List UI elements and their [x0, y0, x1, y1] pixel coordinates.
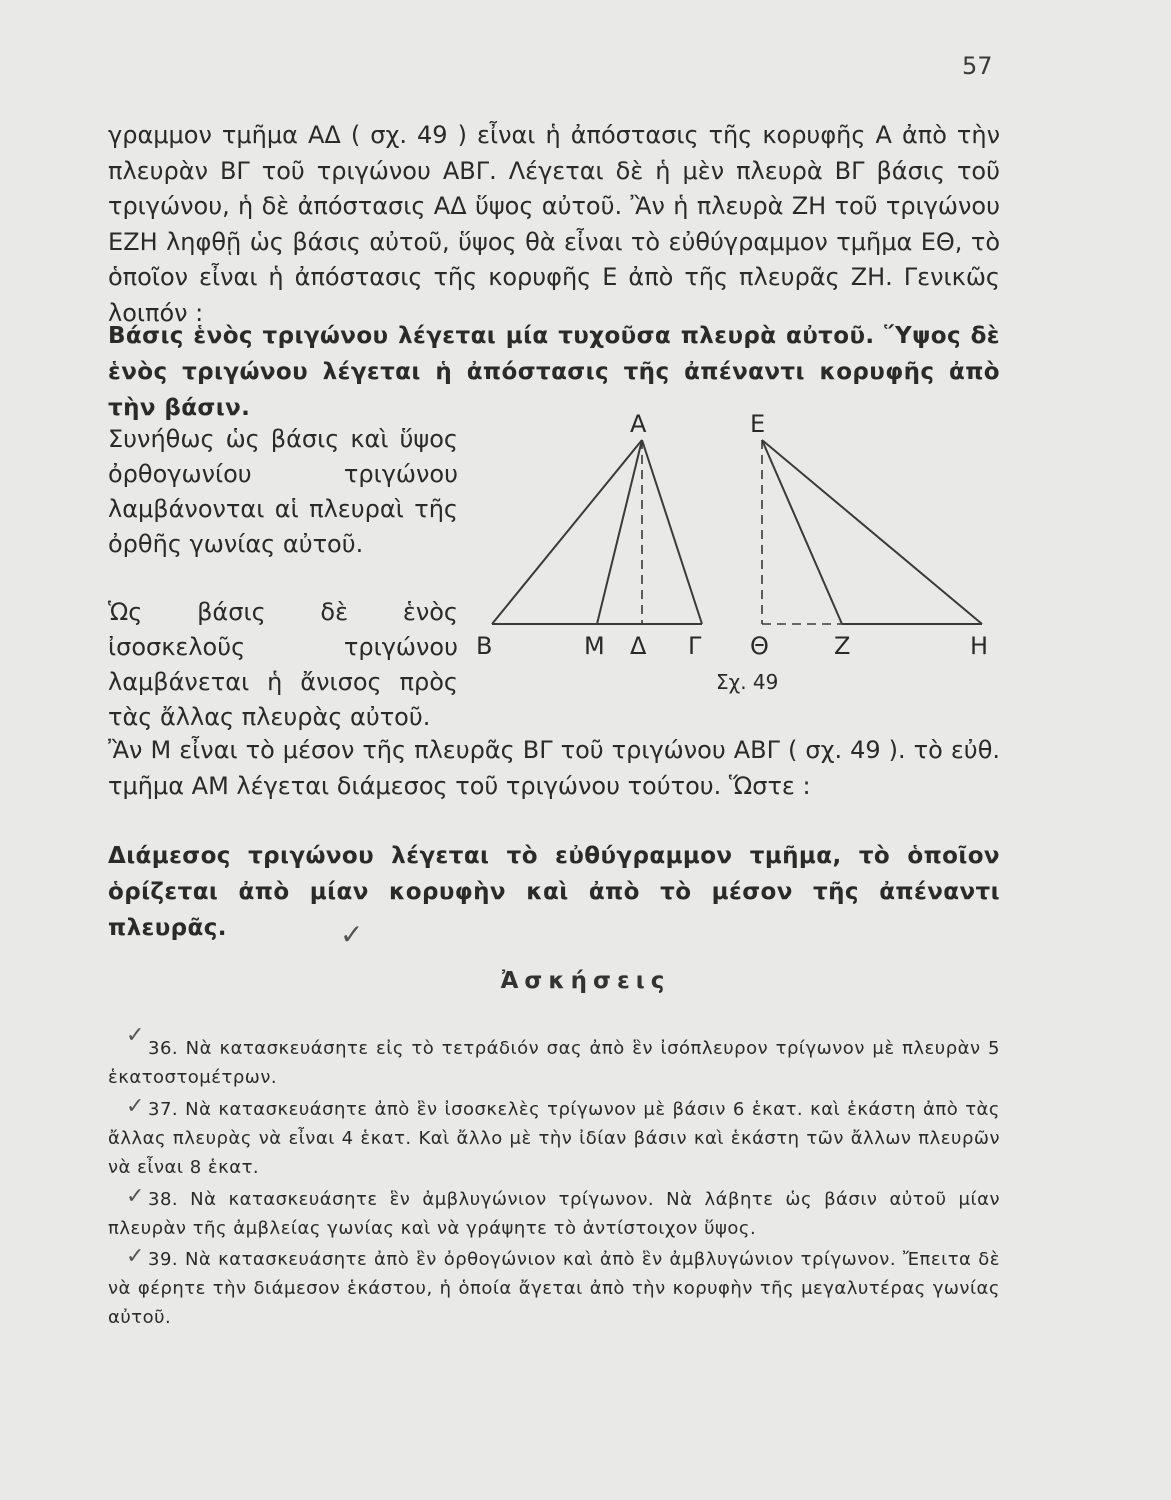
figure-caption: Σχ. 49 — [716, 670, 779, 694]
check-mark-icon: ✓ — [126, 1184, 145, 1209]
check-mark-icon: ✓ — [340, 918, 364, 951]
label-A: Α — [630, 410, 647, 438]
label-E: Ε — [750, 410, 766, 438]
label-H: Η — [970, 632, 989, 660]
exercises-title: Ἀσκήσεις — [500, 968, 671, 994]
side-EZ — [762, 440, 842, 624]
definition-median: Διάμεσος τριγώνου λέγεται τὸ εὐθύγραμμον τμῆμα, τὸ ὁποῖον ὁρίζεται ἀπὸ μίαν κορυφὴν καὶ ἀπὸ τὸ μέσον τῆς ἀπέναντι πλευρᾶς. — [108, 843, 1000, 941]
check-mark-icon: ✓ — [126, 1094, 145, 1119]
side-AG — [642, 440, 702, 624]
check-mark-icon: ✓ — [126, 1244, 145, 1269]
exercise-36: 36. Νὰ κατασκευάσητε εἰς τὸ τετράδιόν σας ἀπὸ ἓν ἰσόπλευρον τρίγωνον μὲ πλευρὰν 5 ἑκατοστομέτρων. — [108, 1038, 1000, 1088]
label-M: Μ — [584, 632, 605, 660]
label-Z: Ζ — [834, 632, 851, 660]
exercise-39: 39. Νὰ κατασκευάσητε ἀπὸ ἓν ὀρθογώνιον καὶ ἀπὸ ἓν ἀμβλυγώνιον τρίγωνον. Ἔπειτα δὲ νὰ φέρητε τὴν διάμεσον ἑκάστου, ἡ ὁποία ἄγεται ἀπὸ τὴν κορυφὴν τῆς μεγαλυτέρας γωνίας αὐτοῦ. — [108, 1249, 1000, 1328]
exercise-38: 38. Νὰ κατασκευάσητε ἓν ἀμβλυγώνιον τρίγωνον. Νὰ λάβητε ὡς βάσιν αὐτοῦ μίαν πλευρὰν τῆς ἀμβλείας γωνίας καὶ νὰ γράψητε τὸ ἀντίστοιχον ὕψος. — [108, 1189, 1000, 1239]
label-D: Δ — [630, 632, 647, 660]
check-mark-icon: ✓ — [126, 1023, 145, 1048]
label-B: Β — [476, 632, 493, 660]
page-number: 57 — [962, 52, 993, 80]
definition-base-height: Βάσις ἑνὸς τριγώνου λέγεται μία τυχοῦσα πλευρὰ αὐτοῦ. Ὕψος δὲ ἑνὸς τριγώνου λέγεται ἡ ἀπόστασις τῆς ἀπέναντι κορυφῆς ἀπὸ τὴν βάσιν. — [108, 323, 1000, 421]
figure-49 — [470, 408, 1000, 698]
exercise-37: 37. Νὰ κατασκευάσητε ἀπὸ ἓν ἰσοσκελὲς τρίγωνον μὲ βάσιν 6 ἑκατ. καὶ ἑκάστη ἀπὸ τὰς ἄλλας πλευρὰς νὰ εἶναι 4 ἑκατ. Καὶ ἄλλο μὲ τὴν ἰδίαν βάσιν καὶ ἑκάστη τῶν ἄλλων πλευρῶν νὰ εἶναι 8 ἑκατ. — [108, 1099, 1000, 1178]
side-paragraph-right-triangle: Συνήθως ὡς βάσις καὶ ὕψος ὀρθογωνίου τριγώνου λαμβάνονται αἱ πλευραὶ τῆς ὀρθῆς γωνίας αὐτοῦ. — [108, 425, 458, 558]
intro-paragraph: γραμμον τμῆμα ΑΔ ( σχ. 49 ) εἶναι ἡ ἀπόστασις τῆς κορυφῆς Α ἀπὸ τὴν πλευρὰν ΒΓ τοῦ τριγώνου ΑΒΓ. Λέγεται δὲ ἡ μὲν πλευρὰ ΒΓ βάσις τοῦ τριγώνου, ἡ δὲ ἀπόστασις ΑΔ ὕψος αὐτοῦ. Ἂν ἡ πλευρὰ ΖΗ τοῦ τριγώνου ΕΖΗ ληφθῇ ὡς βάσις αὐτοῦ, ὕψος θὰ εἶναι τὸ εὐθύγραμμον τμῆμα ΕΘ, τὸ ὁποῖον εἶναι ἡ ἀπόστασις τῆς κορυφῆς Ε ἀπὸ τῆς πλευρᾶς ΖΗ. Γενικῶς λοιπόν : — [108, 121, 1000, 327]
label-G: Γ — [688, 632, 702, 660]
label-TH: Θ — [750, 632, 769, 660]
median-paragraph: Ἂν Μ εἶναι τὸ μέσον τῆς πλευρᾶς ΒΓ τοῦ τριγώνου ΑΒΓ ( σχ. 49 ). τὸ εὐθ. τμῆμα ΑΜ λέγεται διάμεσος τοῦ τριγώνου τούτου. Ὥστε : — [108, 736, 1000, 800]
side-paragraph-isosceles: Ὡς βάσις δὲ ἑνὸς ἰσοσκελοῦς τριγώνου λαμβάνεται ἡ ἄνισος πρὸς τὰς ἄλλας πλευρὰς αὐτοῦ. — [108, 598, 458, 731]
side-EH — [762, 440, 982, 624]
